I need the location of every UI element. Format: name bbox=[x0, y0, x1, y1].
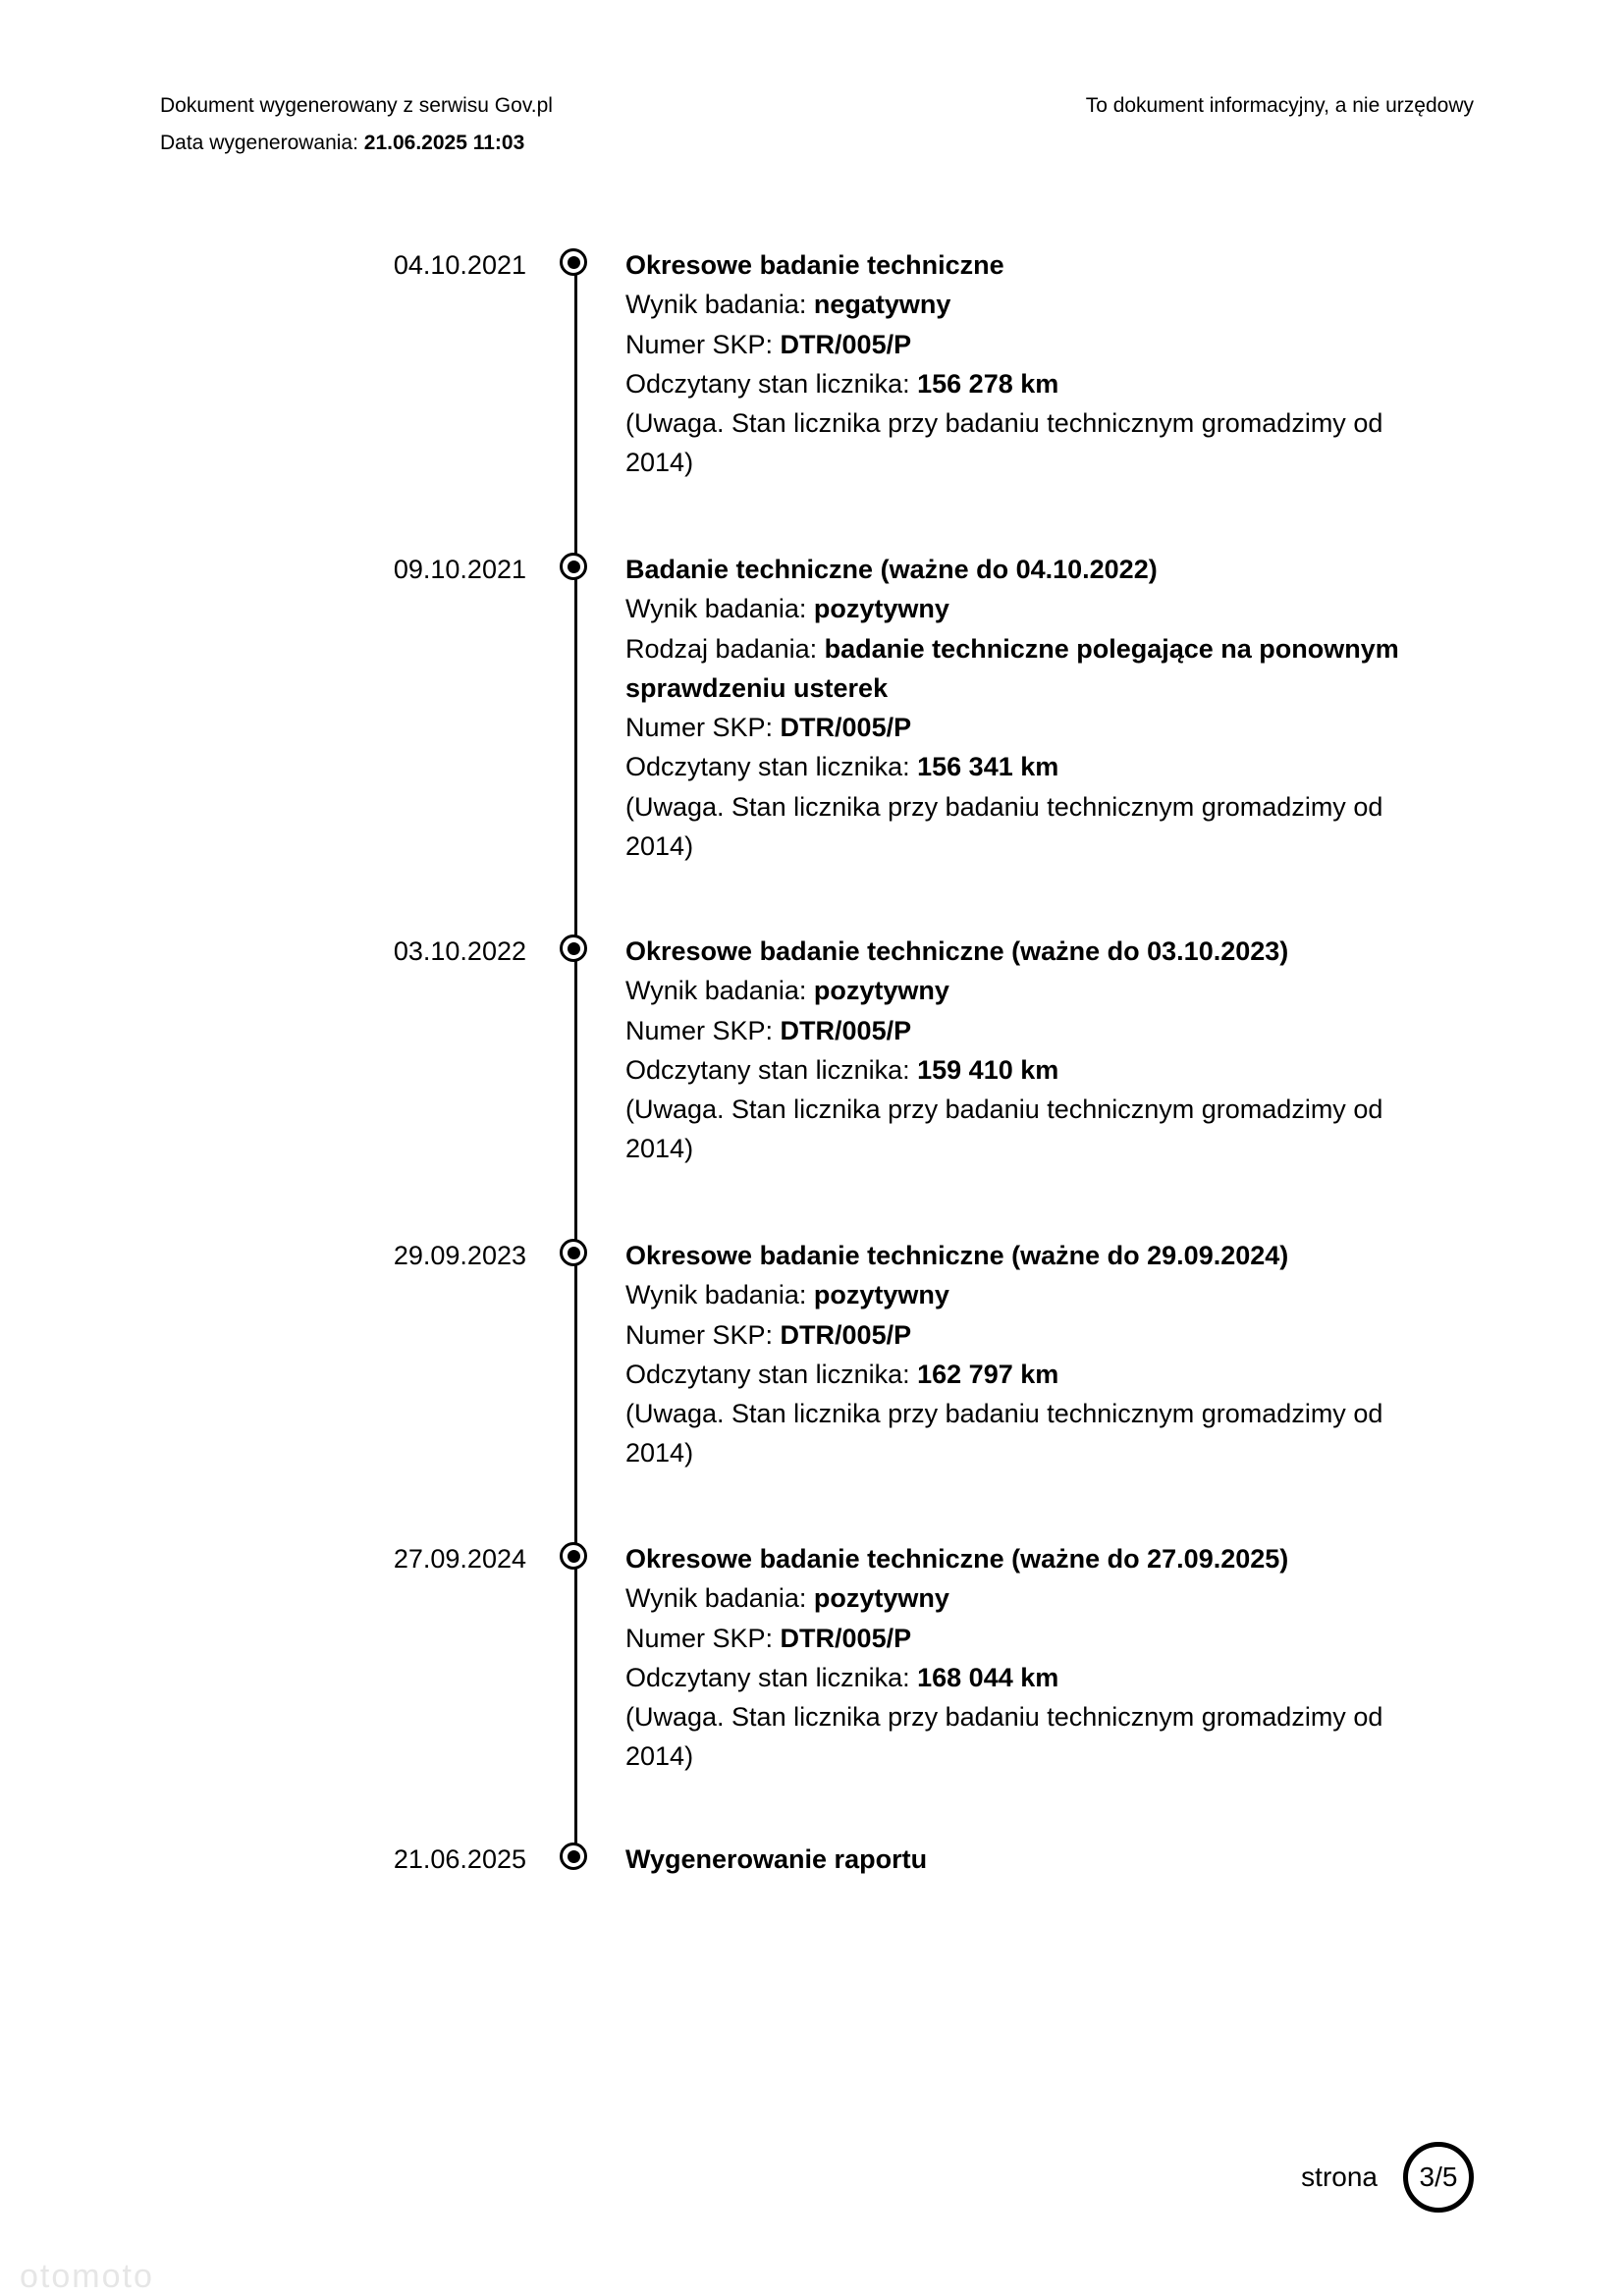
entry-title: Okresowe badanie techniczne bbox=[625, 250, 1004, 280]
entry-result: Wynik badania: pozytywny bbox=[625, 976, 949, 1006]
entry-title: Okresowe badanie techniczne (ważne do 03.10.2023) bbox=[625, 936, 1289, 966]
entry-title: Okresowe badanie techniczne (ważne do 29.09.2024) bbox=[625, 1241, 1289, 1270]
entry-date: 03.10.2022 bbox=[393, 936, 526, 966]
entry-note: (Uwaga. Stan licznika przy badaniu technicznym gromadzimy od 2014) bbox=[625, 1095, 1383, 1164]
entry-date: 21.06.2025 bbox=[393, 1844, 526, 1874]
entry-odometer: Odczytany stan licznika: 162 797 km bbox=[625, 1359, 1059, 1389]
entry-date: 27.09.2024 bbox=[393, 1544, 526, 1574]
entry-odometer: Odczytany stan licznika: 156 341 km bbox=[625, 752, 1059, 782]
entry-body bbox=[625, 1236, 1411, 1473]
timeline-node-icon bbox=[560, 1542, 587, 1570]
entry-result: Wynik badania: pozytywny bbox=[625, 1583, 949, 1614]
entry-title: Wygenerowanie raportu bbox=[625, 1844, 928, 1874]
entry-body bbox=[625, 1840, 1411, 1879]
entry-body bbox=[625, 1539, 1411, 1777]
entry-date: 09.10.2021 bbox=[393, 555, 526, 584]
entry-title: Okresowe badanie techniczne (ważne do 27.09.2025) bbox=[625, 1544, 1289, 1574]
entry-title: Badanie techniczne (ważne do 04.10.2022) bbox=[625, 555, 1158, 584]
timeline-node-icon bbox=[560, 934, 587, 962]
entry-skp: Numer SKP: DTR/005/P bbox=[625, 1015, 912, 1045]
generated-date-value: 21.06.2025 11:03 bbox=[363, 132, 525, 154]
entry-result: Wynik badania: pozytywny bbox=[625, 594, 949, 624]
page-number-badge bbox=[1403, 2142, 1474, 2213]
entry-note: (Uwaga. Stan licznika przy badaniu technicznym gromadzimy od 2014) bbox=[625, 791, 1383, 862]
source-line: Dokument wygenerowany z serwisu Gov.pl bbox=[160, 94, 553, 117]
timeline-axis bbox=[574, 263, 577, 1853]
timeline-node-icon bbox=[560, 1842, 587, 1870]
timeline-node-icon bbox=[560, 1239, 587, 1266]
entry-date: 29.09.2023 bbox=[393, 1241, 526, 1270]
entry-skp: Numer SKP: DTR/005/P bbox=[625, 329, 912, 359]
generated-date-label: Data wygenerowania: bbox=[160, 132, 364, 154]
entry-date: 04.10.2021 bbox=[393, 250, 526, 280]
entry-skp: Numer SKP: DTR/005/P bbox=[625, 1623, 912, 1653]
entry-type: Rodzaj badania: badanie techniczne polegające na ponownym sprawdzeniu usterek bbox=[625, 633, 1399, 703]
entry-note: (Uwaga. Stan licznika przy badaniu technicznym gromadzimy od 2014) bbox=[625, 1702, 1383, 1772]
entry-odometer: Odczytany stan licznika: 159 410 km bbox=[625, 1054, 1059, 1085]
entry-result: Wynik badania: pozytywny bbox=[625, 1280, 949, 1310]
entry-body bbox=[625, 245, 1411, 483]
entry-body bbox=[625, 550, 1411, 866]
entry-note: (Uwaga. Stan licznika przy badaniu technicznym gromadzimy od 2014) bbox=[625, 1399, 1383, 1468]
entry-skp: Numer SKP: DTR/005/P bbox=[625, 1319, 912, 1350]
entry-odometer: Odczytany stan licznika: 156 278 km bbox=[625, 368, 1059, 399]
entry-skp: Numer SKP: DTR/005/P bbox=[625, 713, 912, 743]
timeline-node-icon bbox=[560, 553, 587, 580]
page-footer bbox=[1301, 2138, 1474, 2216]
entry-odometer: Odczytany stan licznika: 168 044 km bbox=[625, 1662, 1059, 1692]
timeline-node-icon bbox=[560, 248, 587, 276]
entry-note: (Uwaga. Stan licznika przy badaniu technicznym gromadzimy od 2014) bbox=[625, 408, 1383, 478]
entry-body bbox=[625, 932, 1411, 1169]
entry-result: Wynik badania: negatywny bbox=[625, 290, 951, 320]
document-disclaimer: To dokument informacyjny, a nie urzędowy bbox=[1085, 94, 1474, 117]
page-label: strona bbox=[1301, 2162, 1378, 2192]
page-number: 3/5 bbox=[1419, 2162, 1458, 2192]
watermark: otomoto bbox=[20, 2258, 154, 2295]
